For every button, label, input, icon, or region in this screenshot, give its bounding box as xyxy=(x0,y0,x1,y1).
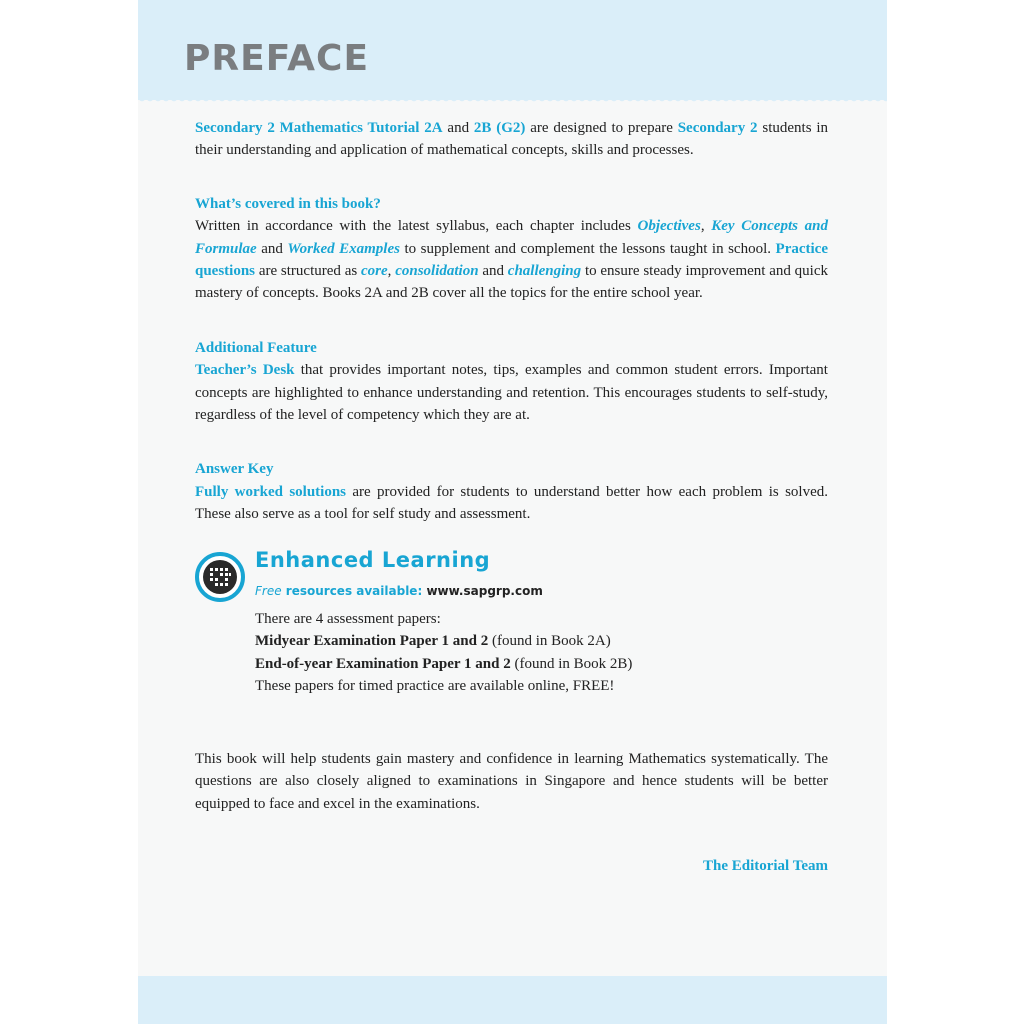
paper-name: Midyear Examination Paper 1 and 2 xyxy=(255,633,489,650)
enhanced-learning-details xyxy=(255,608,815,698)
highlight-text: challenging xyxy=(507,263,582,280)
highlight-text: Practice questions xyxy=(195,240,828,280)
body-text: to supplement and complement the lessons taught in school. xyxy=(399,240,776,257)
detail-line: These papers for timed practice are available online, FREE! xyxy=(255,677,615,694)
body-text: that provides important notes, tips, examples and common student errors. Important concepts are highlighted to enhance understanding and retention. This encourages students to self-study, regardless of the level of competency which they are at. xyxy=(195,362,828,424)
body-text: , xyxy=(700,218,712,235)
paper-note: (found in Book 2B) xyxy=(510,655,633,672)
intro-paragraph xyxy=(195,117,828,162)
intro-text: are designed to prepare xyxy=(525,120,678,136)
section-heading: Answer Key xyxy=(195,461,274,478)
highlight-text: Worked Examples xyxy=(287,240,400,257)
closing-paragraph: This book will help students gain mastery and confidence in learning Mathematics systematically. The questions are also closely aligned to examinations in Singapore and hence students will be better equipped to face and excel in the examinations. xyxy=(195,750,828,812)
body-text: to ensure steady improvement and quick mastery of concepts. Books 2A and 2B cover all the topics for the entire school year. xyxy=(195,263,828,302)
section-heading: What’s covered in this book? xyxy=(195,195,381,212)
body-text: and xyxy=(478,263,508,280)
signature: The Editorial Team xyxy=(702,858,828,874)
free-label: Free xyxy=(255,583,282,598)
section-body xyxy=(195,359,828,426)
highlight-text: Fully worked solutions xyxy=(195,483,347,500)
body-text: are provided for students to understand better how each problem is solved. These also serve as a tool for self study and assessment. xyxy=(195,483,828,523)
preface-content xyxy=(195,117,829,874)
section-body xyxy=(195,481,828,526)
section-covered xyxy=(195,193,828,305)
book-title-2a: Secondary 2 Mathematics Tutorial 2A xyxy=(195,120,443,136)
paper-note: (found in Book 2A) xyxy=(488,633,611,650)
section-heading: Additional Feature xyxy=(195,339,317,356)
detail-line xyxy=(255,630,815,652)
website-link[interactable]: www.sapgrp.com xyxy=(426,583,543,598)
intro-text: and xyxy=(442,120,474,136)
body-text: , xyxy=(387,263,396,280)
highlight-text: Objectives xyxy=(637,218,701,235)
intro-text: students in their understanding and application of mathematical concepts, skills and processes. xyxy=(195,120,829,159)
enhanced-learning-logo-icon xyxy=(195,552,245,602)
highlight-text: core xyxy=(360,263,388,280)
level-label: Secondary 2 xyxy=(677,120,758,136)
page-title: PREFACE xyxy=(184,38,370,79)
detail-line xyxy=(255,653,815,675)
highlight-text: Key Concepts and Formulae xyxy=(195,218,828,257)
enhanced-learning-subtitle xyxy=(255,580,543,602)
book-title-2b: 2B (G2) xyxy=(473,120,526,136)
body-text: and xyxy=(256,240,288,257)
body-text: Written in accordance with the latest syllabus, each chapter includes xyxy=(195,218,638,235)
detail-line: There are 4 assessment papers: xyxy=(255,610,441,627)
enhanced-learning-box xyxy=(195,549,828,725)
section-feature xyxy=(195,337,828,427)
subtitle-text: resources available: xyxy=(281,583,427,598)
highlight-text: consolidation xyxy=(395,263,479,280)
enhanced-learning-title: Enhanced Learning xyxy=(255,547,491,572)
section-body xyxy=(195,215,828,305)
paper-name: End-of-year Examination Paper 1 and 2 xyxy=(255,655,511,672)
header-band xyxy=(138,0,887,100)
body-text: are structured as xyxy=(255,263,361,280)
highlight-text: Teacher’s Desk xyxy=(195,362,295,379)
section-answer xyxy=(195,458,828,525)
document-page xyxy=(138,0,887,1024)
footer-band xyxy=(138,976,887,1024)
